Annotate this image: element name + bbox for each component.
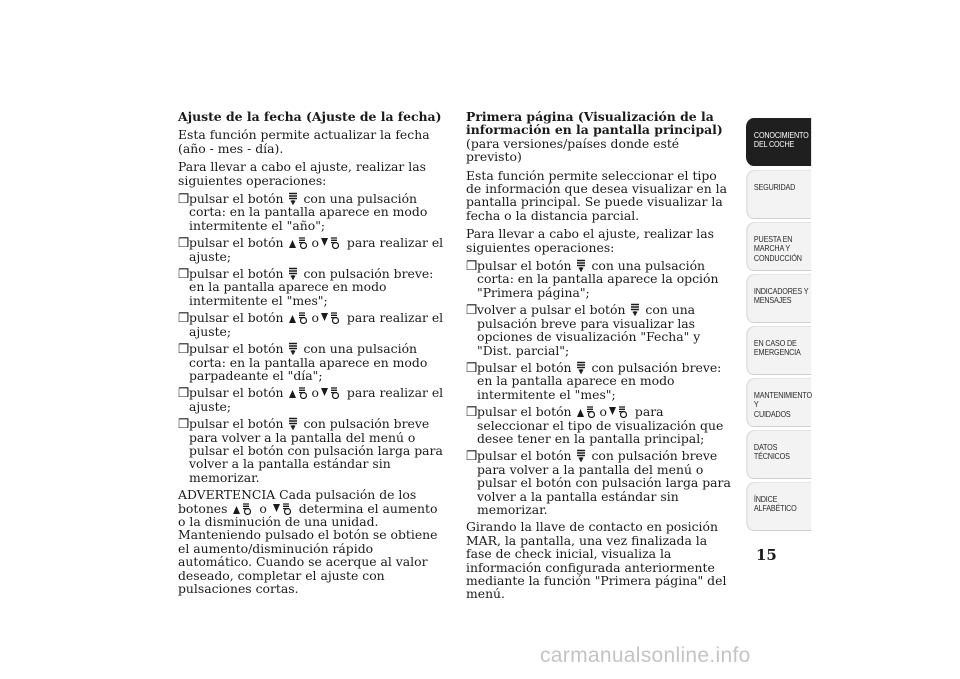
down-button-icon xyxy=(320,311,342,324)
item-text: con una pulsación corta: en la pantalla aparece la opción "Primera página"; xyxy=(477,258,719,300)
heading-text: Primera página (Visualización de la información en la pantalla principal) xyxy=(466,109,723,138)
chapter-tab[interactable] xyxy=(746,326,811,374)
item-text: con pulsación breve para volver a la pantalla del menú o pulsar el botón con pulsación larga para volver a la pantalla estándar sin memorizar. xyxy=(477,448,731,517)
item-text: pulsar el botón xyxy=(477,448,572,464)
down-button-icon xyxy=(320,236,342,249)
item-text: con pulsación breve: en la pantalla aparece en modo intermitente el "mes"; xyxy=(189,266,434,308)
paragraph: Esta función permite seleccionar el tipo de información que desea visualizar en la pantalla principal. Se puede visualizar la fecha o la distancia parcial. xyxy=(466,167,727,223)
chapter-tab-label: ÍNDICE xyxy=(753,495,778,504)
bullet-icon: ❒ xyxy=(178,341,190,357)
warning-paragraph xyxy=(178,488,446,595)
bullet-icon: ❒ xyxy=(466,258,478,274)
list-item xyxy=(178,267,446,307)
set-button-icon xyxy=(288,417,298,430)
list-item xyxy=(178,386,446,413)
chapter-tab[interactable] xyxy=(746,482,811,530)
paragraph: Para llevar a cabo el ajuste, realizar las siguientes operaciones: xyxy=(466,226,714,255)
item-text: pulsar el botón xyxy=(477,359,572,375)
list-item xyxy=(466,361,734,401)
bullet-icon: ❒ xyxy=(466,448,478,464)
item-text: pulsar el botón xyxy=(189,235,284,251)
chapter-tab[interactable] xyxy=(746,118,811,166)
chapter-tab-label: MANTENIMIENTO Y xyxy=(753,391,812,410)
item-text: con una pulsación corta: en la pantalla aparece en modo parpadeante el "día"; xyxy=(189,341,428,383)
chapter-tab-label: DEL COCHE xyxy=(753,140,795,150)
list-item xyxy=(466,303,734,357)
item-text: pulsar el botón xyxy=(477,258,572,274)
chapter-tab-label: MARCHA Y xyxy=(753,244,791,254)
or-word: o xyxy=(311,310,319,326)
chapter-tab-label: DATOS TÉCNICOS xyxy=(753,443,790,462)
bullet-icon: ❒ xyxy=(178,416,190,432)
chapter-tab[interactable] xyxy=(746,274,811,322)
up-button-icon xyxy=(288,236,310,249)
down-button-icon xyxy=(272,502,294,515)
bullet-icon: ❒ xyxy=(178,266,190,282)
item-text: con una pulsación breve para visualizar las opciones de visualización "Fecha" y "Dist. parcial"; xyxy=(477,302,701,358)
bullet-icon: ❒ xyxy=(178,235,190,251)
chapter-tab-label: MENSAJES xyxy=(753,296,792,306)
bullet-icon: ❒ xyxy=(466,302,478,318)
chapter-tab[interactable] xyxy=(746,170,811,218)
chapter-tab[interactable] xyxy=(746,378,811,426)
set-button-icon xyxy=(576,449,586,462)
chapter-tab-label: CUIDADOS xyxy=(753,409,791,419)
item-text: pulsar el botón xyxy=(189,385,284,401)
set-button-icon xyxy=(630,303,640,316)
chapter-tab-label: INDICADORES Y xyxy=(753,287,809,296)
heading-suffix: (para versiones/países donde esté previsto) xyxy=(466,135,680,165)
chapter-tab-label: EMERGENCIA xyxy=(753,348,801,358)
chapter-tab-label: CONOCIMIENTO xyxy=(753,131,809,140)
up-button-icon xyxy=(232,502,254,515)
chapter-tab-label: SEGURIDAD xyxy=(753,183,796,192)
instruction-list xyxy=(466,259,734,516)
instruction-list xyxy=(178,192,446,484)
item-text: con pulsación breve para volver a la pantalla del menú o pulsar el botón con pulsación larga para volver a la pantalla estándar sin memorizar. xyxy=(189,416,443,485)
set-button-icon xyxy=(576,361,586,374)
set-button-icon xyxy=(576,259,586,272)
or-word: o xyxy=(599,404,607,420)
section-heading-date: Ajuste de la fecha (Ajuste de la fecha) xyxy=(178,109,442,124)
item-text: pulsar el botón xyxy=(477,404,572,420)
item-text: para realizar el ajuste; xyxy=(189,235,444,264)
or-word: o xyxy=(311,235,319,251)
chapter-tab-label: CONDUCCIÓN xyxy=(753,253,802,263)
item-text: pulsar el botón xyxy=(189,266,284,282)
down-button-icon xyxy=(608,405,630,418)
item-text: pulsar el botón xyxy=(189,416,284,432)
or-word: o xyxy=(311,385,319,401)
chapter-tab[interactable] xyxy=(746,430,811,478)
item-text: con una pulsación corta: en la pantalla aparece en modo intermitente el "año"; xyxy=(189,191,428,233)
set-button-icon xyxy=(288,267,298,280)
item-text: para seleccionar el tipo de visualización que desee tener en la pantalla principal; xyxy=(477,404,724,446)
section-heading-first-page xyxy=(466,110,734,164)
chapter-tab[interactable] xyxy=(746,222,811,270)
item-text: volver a pulsar el botón xyxy=(477,302,626,318)
up-button-icon xyxy=(288,386,310,399)
warning-text: determina el aumento o la disminución de una unidad. Manteniendo pulsado el botón se obtiene el aumento/disminución rápido automático. Cuando se acerque al valor deseado, completar el ajuste con pulsaciones cortas. xyxy=(178,500,438,596)
chapter-tab-label: ALFABÉTICO xyxy=(753,504,797,514)
watermark: carmanualsonline.info xyxy=(540,644,751,667)
list-item xyxy=(466,405,734,445)
warning-text: ADVERTENCIA Cada pulsación de los botones xyxy=(178,487,417,516)
up-button-icon xyxy=(288,311,310,324)
paragraph: Esta función permite actualizar la fecha (año - mes - día). xyxy=(178,127,430,156)
right-column xyxy=(466,110,734,606)
set-button-icon xyxy=(288,342,298,355)
set-button-icon xyxy=(288,192,298,205)
page-number: 15 xyxy=(756,546,777,564)
bullet-icon: ❒ xyxy=(178,191,190,207)
left-column xyxy=(178,110,446,600)
item-text: pulsar el botón xyxy=(189,310,284,326)
up-button-icon xyxy=(576,405,598,418)
chapter-tab-label: PUESTA EN xyxy=(753,235,793,244)
or-word: o xyxy=(259,500,267,516)
paragraph: Para llevar a cabo el ajuste, realizar las siguientes operaciones: xyxy=(178,159,426,188)
chapter-tabs xyxy=(746,118,820,534)
chapter-tab-label: EN CASO DE xyxy=(753,339,797,348)
list-item xyxy=(178,342,446,382)
bullet-icon: ❒ xyxy=(466,404,478,420)
item-text: pulsar el botón xyxy=(189,191,284,207)
list-item xyxy=(178,311,446,338)
list-item xyxy=(178,192,446,232)
item-text: pulsar el botón xyxy=(189,341,284,357)
bullet-icon: ❒ xyxy=(466,359,478,375)
bullet-icon: ❒ xyxy=(178,310,190,326)
down-button-icon xyxy=(320,386,342,399)
item-text: para realizar el ajuste; xyxy=(189,385,444,414)
list-item xyxy=(466,449,734,516)
paragraph: Girando la llave de contacto en posición MAR, la pantalla, una vez finalizada la fase de check inicial, visualiza la información configurada anteriormente mediante la función "Primera página" del menú. xyxy=(466,519,727,602)
list-item xyxy=(466,259,734,299)
list-item xyxy=(178,236,446,263)
list-item xyxy=(178,417,446,484)
bullet-icon: ❒ xyxy=(178,385,190,401)
item-text: con pulsación breve: en la pantalla aparece en modo intermitente el "mes"; xyxy=(477,359,722,402)
item-text: para realizar el ajuste; xyxy=(189,310,444,339)
